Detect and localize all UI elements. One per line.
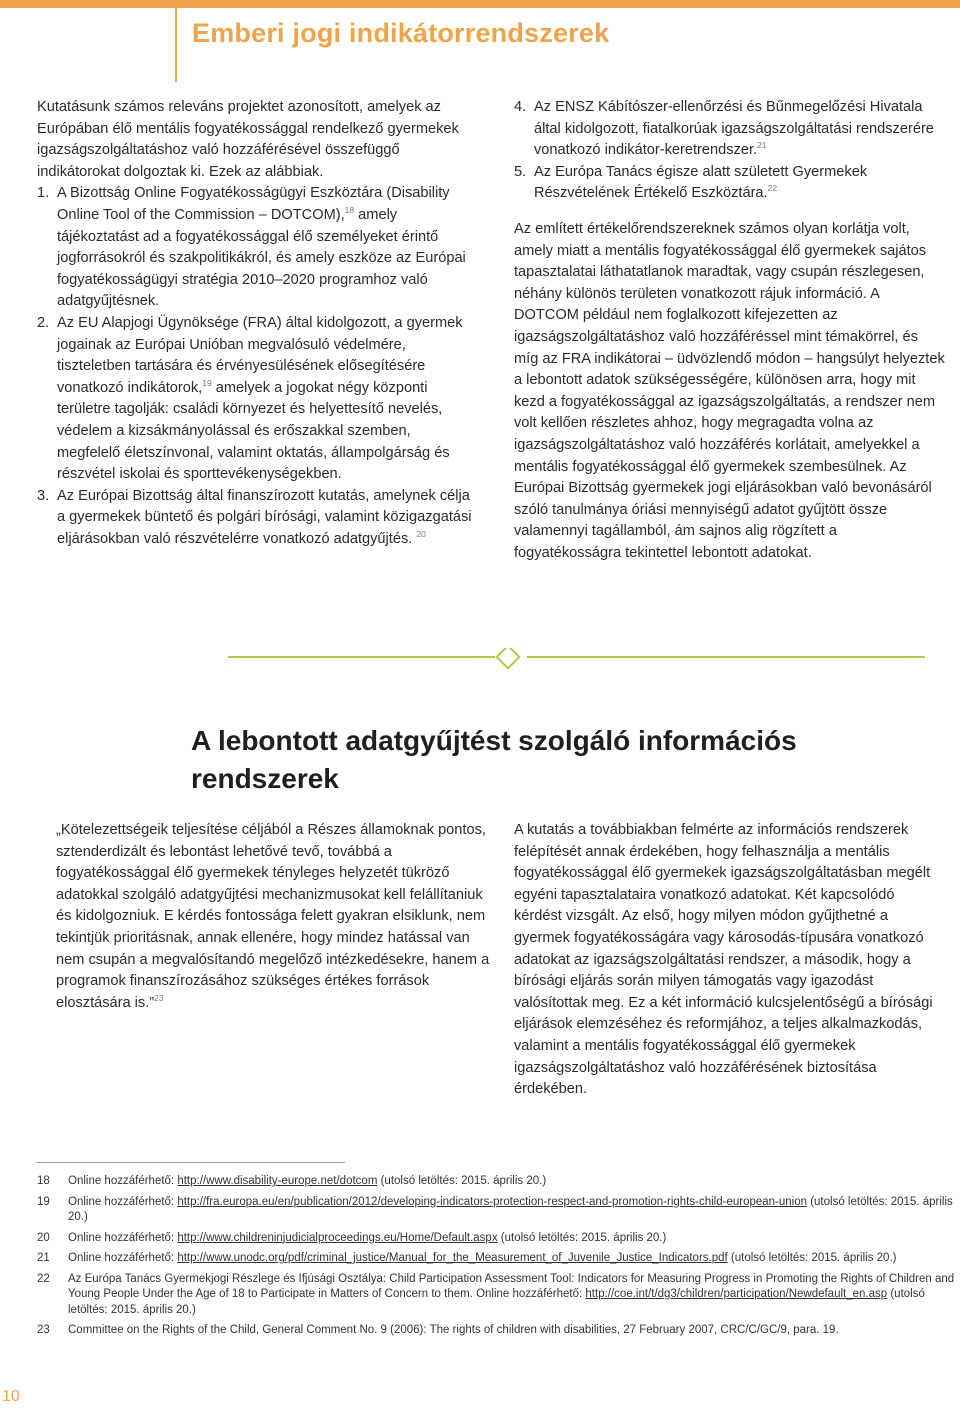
footnote: 20 Online hozzáférhető: http://www.childreninjudicialproceedings.eu/Home/Default.aspx (utolsó letöltés: 2015. április 20.) [37, 1231, 667, 1244]
footnote-link[interactable]: http://fra.europa.eu/en/publication/2012/developing-indicators-protection-respect-and-promotion-rights-child-european-union [177, 1195, 808, 1208]
footnotes [37, 1174, 960, 1344]
footnote-ref[interactable]: 23 [154, 992, 164, 1003]
right-column-top [514, 97, 946, 564]
intro-paragraph: Kutatásunk számos releváns projektet azonosított, amelyek az Európában élő mentális fogyatékossággal rendelkező gyermekek igazságszolgáltatáshoz való hozzáférésével összefüggő indikátorokat dolgoztak ki. Ezek az alábbiak. [37, 99, 459, 180]
footnote-ref[interactable]: 21 [757, 140, 767, 151]
diamond-icon [497, 648, 520, 668]
list-item: 5. Az Európa Tanács égisze alatt született Gyermekek Részvételének Értékelő Eszköztára.$^{22}$ [514, 163, 868, 202]
footnote: 19 Online hozzáférhető: http://fra.europa.eu/en/publication/2012/developing-indicators-protection-respect-and-promotion-rights-child-european-union (utolsó letöltés: 2015. április 20.) [37, 1195, 953, 1223]
right-column-bottom [514, 820, 946, 1101]
footnote: 23 Committee on the Rights of the Child, General Comment No. 9 (2006): The rights of children with disabilities, 27 February 2007, CRC/C/GC/9, para. 19. [37, 1324, 839, 1336]
footnote-ref[interactable]: 20 [416, 528, 426, 539]
limitations-paragraph: Az említett értékelőrendszereknek számos olyan korlátja volt, amely miatt a mentális fogyatékossággal élő gyermekek sajátos tapasztalatai láthatatlanok maradtak, vagy csupán részlegesen, néhány különös területen vonatkozott rájuk információ. A DOTCOM például nem foglalkozott kifejezetten az igazságszolgáltatáshoz való hozzáféréssel mint témakörrel, és míg az FRA indikátorai – üdvözlendő módon – hangsúlyt helyeztek a lebontott adatok szükségességére, különösen arra, hogy mit kezd a fogyatékossággal az igazságszolgáltatás, a rendszer nem volt kellően részletes ahhoz, hogy megragadta volna az igazságszolgáltatáshoz való hozzáférés korlátait, amelyekkel a mentális fogyatékossággal élő gyermekek szembesülnek. Az Európai Bizottság gyermekek jogi eljárásokban való bevonásáról szóló tanulmánya óriási mennyiségű adatot gyűjtött össze valamennyi tagállamból, ám sajnos alig rögzített a fogyatékosságra tekintettel lebontott adatokat. [514, 220, 945, 561]
footnote: 18 Online hozzáférhető: http://www.disability-europe.net/dotcom (utolsó letöltés: 2015. április 20.) [37, 1175, 547, 1187]
left-column-top [37, 97, 477, 550]
footnote-ref[interactable]: 22 [767, 183, 778, 194]
indicator-list-2 [514, 97, 946, 205]
footnote-link[interactable]: http://coe.int/t/dg3/children/participation/Newdefault_en.asp [585, 1288, 888, 1300]
page-title: Emberi jogi indikátorrendszerek [192, 18, 610, 48]
left-column-bottom [56, 820, 496, 1014]
list-item: 4. Az ENSZ Kábítószer-ellenőrzési és Bűnmegelőzési Hivatala által kidolgozott, fiatalkorúak igazságszolgáltatási rendszerére vonatkozó indikátor-keretrendszer.$^{21}$ [514, 99, 934, 159]
title-accent-rule [175, 0, 177, 82]
footnote: 22 Az Európa Tanács Gyermekjogi Részlege és Ifjúsági Osztálya: Child Participation Assessment Tool: Indicators for Measuring Progress in Promoting the Rights of Children and Young People Under the Age of 18 to Participate in Matters of Concern to them. Online hozzáférhető: http://coe.int/t/dg3/children/participation/Newdefault_en.asp (utolsó letöltés: 2015. április 20.) [37, 1272, 955, 1316]
footnote-link[interactable]: http://www.childreninjudicialproceedings.eu/Home/Default.aspx [177, 1231, 498, 1244]
blockquote: „Kötelezettségeik teljesítése céljából a Részes államoknak pontos, sztenderdizált és lebontást lehetővé tevő, továbbá a fogyatékossággal élő gyermekek tényleges helyzetét tükröző adatokkal szolgáló adatgyűjtési mechanizmusokat kell felállítaniuk és kidolgozniuk. E kérdés fontossága felett gyakran elsiklunk, nem tekintjük prioritásnak, annak ellenére, hogy mindez hatással van nem csupán a megvalósítandó megelőző intézkedésekre, hanem a programok finanszírozásához szükséges értékes források elosztására is.”$^{23}$ [56, 822, 490, 1011]
section-title: A lebontott adatgyűjtést szolgáló információs rendszerek [191, 725, 797, 794]
page-number: 10 [2, 1388, 20, 1405]
indicator-list-1 [37, 183, 477, 550]
list-item: 3. Az Európai Bizottság által finanszírozott kutatás, amelynek célja a gyermekek büntető és polgári bírósági, valamint közigazgatási eljárásokban való részvételérre vonatkozó adatgyűjtés. $^{20}$ [37, 487, 472, 547]
footnote-link[interactable]: http://www.disability-europe.net/dotcom [177, 1175, 378, 1187]
footnote-ref[interactable]: 18 [344, 204, 355, 215]
top-accent-bar [0, 0, 960, 8]
list-item: 1. A Bizottság Online Fogyatékosságügyi Eszköztára (Disability Online Tool of the Commission – DOTCOM),$^{18}$ amely tájékoztatást ad a fogyatékossággal élő személyeket érintő jogforrásokról és szakpolitikákról, és amely eszköze az Európai fogyatékosságügyi stratégia 2010–2020 programhoz való adatgyűjtésnek. [37, 185, 466, 310]
footnote-ref[interactable]: 19 [202, 377, 212, 388]
list-item: 2. Az EU Alapjogi Ügynöksége (FRA) által kidolgozott, a gyermek jogainak az Európai Unióban megvalósuló védelmére, tiszteletben tartására és érvényesülésének elősegítésére vonatkozó indikátorok,$^{19}$ amelyek a jogokat négy központi területre tagolják: családi környezet és helyettesítő nevelés, védelem a kizsákmányolással és erőszakkal szemben, megfelelő életszínvonal, valamint oktatás, állampolgárság és részvétel iskolai és sporttevékenységekben. [37, 314, 463, 483]
footnote-link[interactable]: http://www.unodc.org/pdf/criminal_justice/Manual_for_the_Measurement_of_Juvenile_Justice_Indicators.pdf [177, 1252, 728, 1264]
research-paragraph: A kutatás a továbbiakban felmérte az információs rendszerek felépítését annak érdekében, hogy felhasználja a mentális fogyatékossággal élő gyermekek igazságszolgáltatásban megélt egyéni tapasztalataira vonatkozó adatokat. Két kapcsolódó kérdést vizsgált. Az első, hogy milyen módon gyűjthetné a gyermek fogyatékosságára vagy károsodás-típusára vonatkozó adatokat az igazságszolgáltatási rendszer, a második, hogy a bírósági eljárás során milyen támogatás vagy igazodást valósítottak meg. Ez a két információ kulcsjelentőségű a bírósági eljárások elemzéséhez és reformjához, a teljes alkalmazkodás, valamint a mentális fogyatékossággal élő gyermekek igazságszolgáltatáshoz való hozzáférésének biztosítása érdekében. [514, 822, 933, 1098]
divider-left-line [228, 656, 458, 660]
section-divider [455, 648, 925, 678]
footnote-rule [37, 1162, 345, 1163]
footnote: 21 Online hozzáférhető: http://www.unodc.org/pdf/criminal_justice/Manual_for_the_Measurement_of_Juvenile_Justice_Indicators.pdf (utolsó letöltés: 2015. április 20.) [37, 1252, 897, 1264]
